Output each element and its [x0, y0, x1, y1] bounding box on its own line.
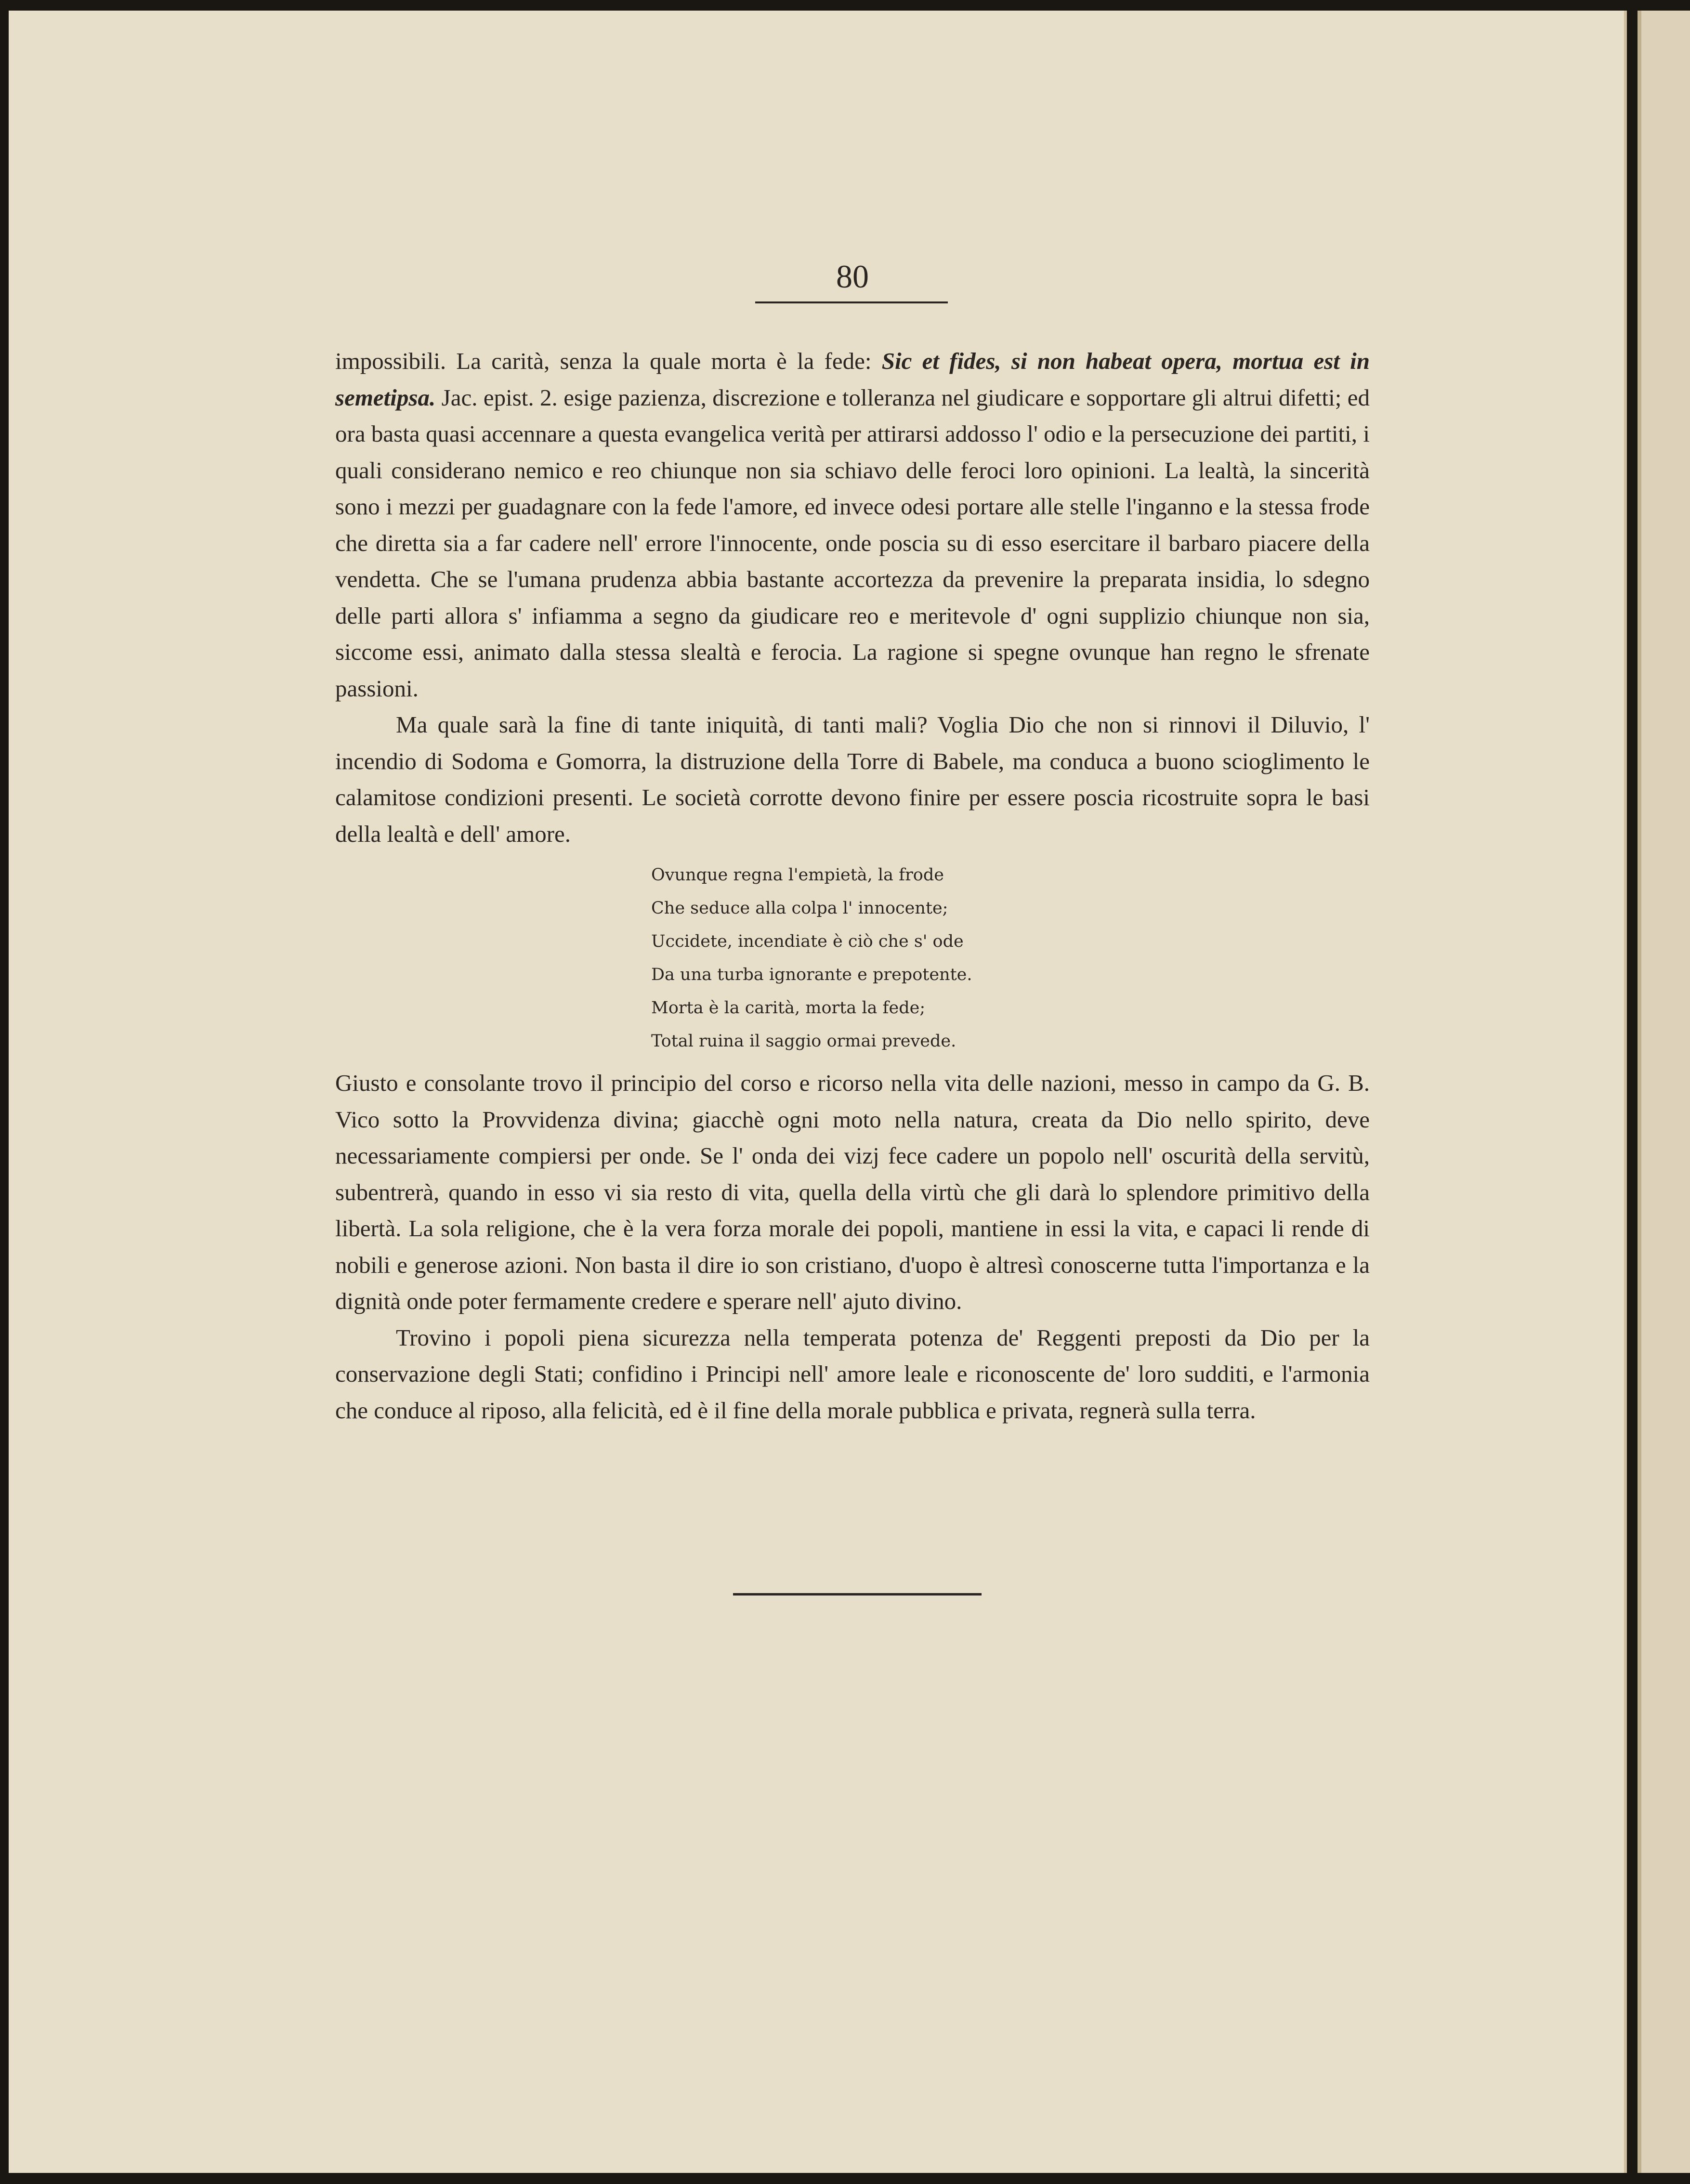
- page-number: 80: [836, 258, 869, 295]
- poem-line: Morta è la carità, morta la fede;: [651, 998, 926, 1018]
- main-text: [335, 343, 1370, 1428]
- paragraph-1-rest: Jac. epist. 2. esige pazienza, discrezione e tolleranza nel giudicare e sopportare gli altrui difetti; ed ora basta quasi accennare a questa evangelica verità per attirarsi addosso l' odio e la persecuzione dei partiti, i quali considerano nemico e reo chiunque non sia schiavo delle feroci loro opinioni. La lealtà, la sincerità sono i mezzi per guadagnare con la fede l'amore, ed invece odesi portare alle stelle l'inganno e la stessa frode che diretta sia a far cadere nell' errore l'innocente, onde poscia su di esso esercitare il barbaro piacere della vendetta. Che se l'umana prudenza abbia bastante accortezza da prevenire la preparata insidia, lo sdegno delle parti allora s' infiamma a segno da giudicare reo e meritevole d' ogni supplizio chiunque non sia, siccome essi, animato dalla stessa slealtà e ferocia. La ragione si spegne ovunque han regno le sfrenate passioni.: [335, 384, 1370, 702]
- paragraph-1-start: impossibili. La carità, senza la quale morta è la fede:: [335, 348, 882, 374]
- closing-rule: [733, 1593, 982, 1595]
- paragraph-3: Giusto e consolante trovo il principio del corso e ricorso nella vita delle nazioni, messo in campo da G. B. Vico sotto la Provvidenza divina; giacchè ogni moto nella natura, creata da Dio nello spirito, deve necessariamente compiersi per onde. Se l' onda dei vizj fece cadere un popolo nell' oscurità della servitù, subentrerà, quando in esso vi sia resto di vita, quella della virtù che gli darà lo splendore primitivo della libertà. La sola religione, che è la vera forza morale dei popoli, mantiene in essi la vita, e capaci li rende di nobili e generose azioni. Non basta il dire io son cristiano, d'uopo è altresì conoscerne tutta l'importanza e la dignità onde poter fermamente credere e sperare nell' ajuto divino.: [335, 1070, 1370, 1314]
- poem-line: Uccidete, incendiate è ciò che s' ode: [651, 932, 964, 951]
- header-rule: [755, 301, 948, 303]
- poem: [651, 859, 1370, 1058]
- poem-line: Total ruina il saggio ormai prevede.: [651, 1032, 956, 1051]
- paragraph-2: Ma quale sarà la fine di tante iniquità, di tanti mali? Voglia Dio che non si rinnovi il Diluvio, l' incendio di Sodoma e Gomorra, la distruzione della Torre di Babele, ma conduca a buono scioglimento le calamitose condizioni presenti. Le società corrotte devono finire per essere poscia ricostruite sopra le basi della lealtà e dell' amore.: [335, 711, 1370, 847]
- poem-line: Da una turba ignorante e prepotente.: [651, 965, 972, 984]
- paragraph-4: Trovino i popoli piena sicurezza nella temperata potenza de' Reggenti preposti da Dio per la conservazione degli Stati; confidino i Principi nell' amore leale e riconoscente de' loro sudditi, e l'armonia che conduce al riposo, alla felicità, ed è il fine della morale pubblica e privata, regnerà sulla terra.: [335, 1324, 1370, 1424]
- next-page-edge: [1638, 11, 1690, 2173]
- paragraph-1: [335, 343, 1370, 706]
- poem-line: Che seduce alla colpa l' innocente;: [651, 899, 948, 918]
- poem-line: Ovunque regna l'empietà, la frode: [651, 865, 944, 885]
- latin-quote: Sic et fides, si non habeat opera, mortua est in semetipsa.: [335, 348, 1370, 411]
